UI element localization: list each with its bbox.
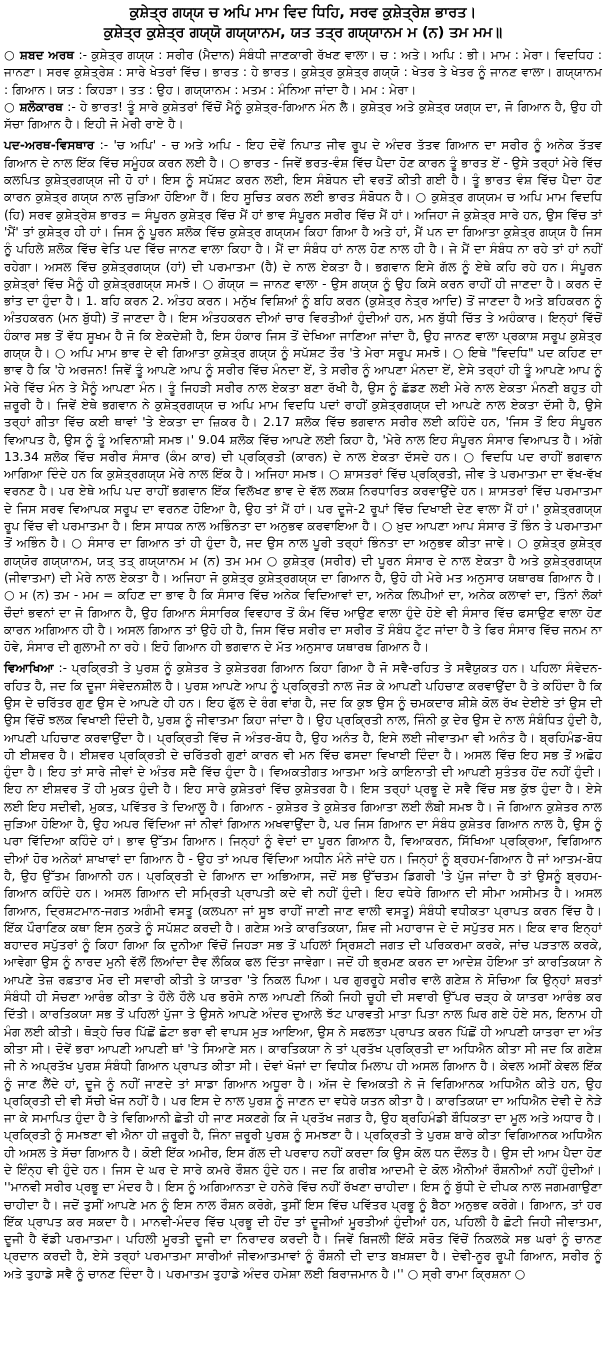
shlokarth-text: :- ਹੇ ਭਾਰਤ! ਤੂੰ ਸਾਰੇ ਕੁਸ਼ੇਤਰਾਂ ਵਿੱਚੋਂ ਮੈਨੂੰ ਕੁਸ਼ੇਤ੍ਰ-ਗਿਆਨ ਮੰਨ ਲੈ। ਕੁਸ਼ੇਤ੍ਰ ਅਤੇ ਕੁਸ਼ੇਤ੍ਰ ਯਗ੍ਯ ਦਾ, ਜੋ ਗਿਆਨ ਹੈ, ਉਹ ਹੀ ਸੱਚਾ ਗਿਆਨ ਹੈ। ਇਹੀ ਜੋ ਮੇਰੀ ਰਾਏ ਹੈ। — [4, 99, 603, 132]
shlokarth-heading: ○ ਸ਼ਲੋਕਾਰਥ — [4, 99, 64, 114]
shabad-arth-section — [4, 47, 602, 99]
viakhia-text: :- ਪ੍ਰਕ੍ਰਿਤੀ ਤੇ ਪੁਰਸ਼ ਨੂੰ ਕੁਸ਼ੇਤਰ ਤੇ ਕੁਸ਼ੇਤਰਗ ਗਿਆਨ ਕਿਹਾ ਗਿਆ ਹੈ ਜੋ ਸਵੈ-ਰਹਿਤ ਤੇ ਸਵੈਯੁਕਤ ਹਨ। ਪਹਿਲਾ ਸੰਵੇਦਨ-ਰਹਿਤ ਹੈ, ਜਦ ਕਿ ਦੂਜਾ ਸੰਵੇਦਨਸ਼ੀਲ ਹੈ। ਪੁਰਸ਼ ਆਪਣੇ ਆਪ ਨੂੰ ਪ੍ਰਕ੍ਰਿਤੀ ਨਾਲ ਜੋੜ ਕੇ ਆਪਣੀ ਪਹਿਚਾਣ ਕਰਵਾਉਂਦਾ ਹੈ ਤੇ ਕਹਿੰਦਾ ਹੈ ਕਿ ਉਸ ਦੇ ਚਰਿੱਤਰ ਗੁਣ ਉਸ ਦੇ ਆਪਣੇ ਹੀ ਹਨ। ਇਹ ਫੁੱਲ ਦੇ ਰੰਗ ਵਾਂਗ ਹੈ, ਜਦ ਕਿ ਕੁਝ ਉਸ ਨੂੰ ਚਮਕਦਾਰ ਸ਼ੀਸ਼ੇ ਕੋਲ ਰੱਖ ਦੇਈਏ ਤਾਂ ਉਸ ਦੀ ਉਸ ਵਿੱਚੋਂ ਝਲਕ ਵਿਖਾਈ ਦਿੰਦੀ ਹੈ, ਪੁਰਸ਼ ਨੂੰ ਜੀਵਾਤਮਾ ਕਿਹਾ ਜਾਂਦਾ ਹੈ। ਉਹ ਪ੍ਰਕ੍ਰਿਤੀ ਨਾਲ, ਜਿੰਨੀ ਕੁ ਦੇਰ ਉਸ ਦੇ ਨਾਲ ਸੰਬੰਧਿਤ ਹੁੰਦੀ ਹੈ, ਆਪਣੀ ਪਹਿਚਾਣ ਕਰਵਾਉਂਦਾ ਹੈ। ਪ੍ਰਕ੍ਰਿਤੀ ਵਿੱਚ ਜੋ ਅੰਤਰ-ਬੋਧ ਹੈ, ਉਹ ਅਨੰਤ ਹੈ, ਇਸੇ ਲਈ ਜੀਵਾਤਮਾ ਵੀ ਅਨੰਤ ਹੈ। ਬ੍ਰਹਿਮੰਡ-ਬੋਧ ਹੀ ਈਸ਼ਵਰ ਹੈ। ਈਸ਼ਵਰ ਪ੍ਰਕ੍ਰਿਤੀ ਦੇ ਚਰਿੱਤਰੀ ਗੁਣਾਂ ਕਾਰਨ ਵੀ ਮਨ ਵਿੱਚ ਫਸਦਾ ਵਿਖਾਈ ਦਿੰਦਾ ਹੈ। ਅਸਲ ਵਿੱਚ ਇਹ ਸਭ ਤੋਂ ਅਛੋਹ ਹੁੰਦਾ ਹੈ। ਇਹ ਤਾਂ ਸਾਰੇ ਜੀਵਾਂ ਦੇ ਅੰਤਰ ਸਦੈ ਵਿੱਚ ਹੁੰਦਾ ਹੈ। ਵਿਅਕਤੀਗਤ ਆਤਮਾ ਅਤੇ ਕਾਇਨਾਤੀ ਦੀ ਆਪਣੀ ਸੁਤੰਤਰ ਹੋਂਦ ਨਹੀਂ ਹੁੰਦੀ। ਇਹ ਨਾ ਈਸ਼ਵਰ ਤੋਂ ਹੀ ਮੁਕਤ ਹੁੰਦੀ ਹੈ। ਇਹ ਸਾਰੇ ਕੁਸ਼ੇਤਰਾਂ ਵਿੱਚ ਕੁਸ਼ੇਤਰਗ ਹੈ। ਇਸ ਤਰ੍ਹਾਂ ਪ੍ਰਭੂ ਦੇ ਸਵੈ ਵਿੱਚ ਸਭ ਕੁੱਝ ਹੁੰਦਾ ਹੈ। ਏਸੇ ਲਈ ਇਹ ਸਦੀਵੀ, ਮੁਕਤ, ਪਵਿੱਤਰ ਤੇ ਦਿਆਲੂ ਹੈ। ਗਿਆਨ - ਕੁਸ਼ੇਤਰ ਤੇ ਕੁਸ਼ੇਤਰ ਗਿਆਤਾ ਲਈ ਲੰਬੀ ਸਮਝ ਹੈ। ਜੋ ਗਿਆਨ ਕੁਸ਼ੇਤਰ ਨਾਲ ਜੁੜਿਆ ਹੋਇਆ ਹੈ, ਉਹ ਅਪਰ ਵਿੱਦਿਆ ਜਾਂ ਨੀਵਾਂ ਗਿਆਨ ਅਖਵਾਉਂਦਾ ਹੈ, ਪਰ ਜਿਸ ਗਿਆਨ ਦਾ ਸੰਬੰਧ ਕੁਸ਼ੇਤਰ ਗਿਆਨ ਨਾਲ ਹੈ, ਉਸ ਨੂੰ ਪਰਾ ਵਿੱਦਿਆ ਕਹਿੰਦੇ ਹਾਂ। ਭਾਵ ਉੱਤਮ ਗਿਆਨ। ਜਿਨ੍ਹਾਂ ਨੂੰ ਵੇਦਾਂ ਦਾ ਪੂਰਨ ਗਿਆਨ ਹੈ, ਵਿਆਕਰਨ, ਸਿੱਖਿਆ ਪ੍ਰਕ੍ਰਿਆ, ਵਿਗਿਆਨ ਦੀਆਂ ਹੋਰ ਅਨੇਕਾਂ ਸ਼ਾਖਾਵਾਂ ਦਾ ਗਿਆਨ ਹੈ - ਉਹ ਤਾਂ ਅਪਰ ਵਿੱਦਿਆ ਅਧੀਨ ਮੰਨੇ ਜਾਂਦੇ ਹਨ। ਜਿਨ੍ਹਾਂ ਨੂੰ ਬ੍ਰਹਮ-ਗਿਆਨ ਹੈ ਜਾਂ ਆਤਮ-ਬੋਧ ਹੈ, ਉਹ ਉੱਤਮ ਗਿਆਨੀ ਹਨ। ਪ੍ਰਕ੍ਰਿਤੀ ਦੇ ਗਿਆਨ ਦਾ ਅਭਿਆਸ, ਜਦੋਂ ਸਭ ਉੱਚਤਮ ਡਿਗਰੀ 'ਤੇ ਪੁੱਜ ਜਾਂਦਾ ਹੈ ਤਾਂ ਉਸਨੂੰ ਬ੍ਰਹਮ-ਗਿਆਨ ਕਹਿੰਦੇ ਹਨ। ਅਸਲ ਗਿਆਨ ਦੀ ਸਮ੍ਰਿਤੀ ਪ੍ਰਾਪਤੀ ਕਦੇ ਵੀ ਨਹੀਂ ਹੁੰਦੀ। ਇਹ ਵਧੇਰੇ ਗਿਆਨ ਦੀ ਸੀਮਾ ਅਸੀਮਤ ਹੈ। ਅਸਲ ਗਿਆਨ, ਦ੍ਰਿਸ਼ਟਮਾਨ-ਜਗਤ ਅਗੰਮੀ ਵਸਤੂ (ਕਲਪਨਾ ਜਾਂ ਸੂਝ ਰਾਹੀਂ ਜਾਣੀ ਜਾਣ ਵਾਲੀ ਵਸਤੂ) ਸੰਬੰਧੀ ਵਧੀਕਤਾ ਪ੍ਰਾਪਤ ਕਰਨ ਵਿੱਚ ਹੈ। ਇੱਕ ਪੌਰਾਣਿਕ ਕਥਾ ਇਸ ਨੁਕਤੇ ਨੂੰ ਸਪੱਸ਼ਟ ਕਰਦੀ ਹੈ। ਗਣੇਸ਼ ਅਤੇ ਕਾਰਤਿਕਯਾ, ਸ਼ਿਵ ਜੀ ਮਹਾਰਾਜ ਦੇ ਦੋ ਸਪੁੱਤਰ ਸਨ। ਇਕ ਵਾਰ ਇਨ੍ਹਾਂ ਬਹਾਦਰ ਸਪੁੱਤਰਾਂ ਨੂੰ ਕਿਹਾ ਗਿਆ ਕਿ ਦੁਨੀਆ ਵਿੱਚੋਂ ਜਿਹੜਾ ਸਭ ਤੋਂ ਪਹਿਲਾਂ ਸ੍ਰਿਸ਼ਟੀ ਜਗਤ ਦੀ ਪਰਿਕਰਮਾ ਕਰਕੇ, ਜਾਂਚ ਪੜਤਾਲ ਕਰਕੇ, ਆਵੇਗਾ ਉਸ ਨੂੰ ਨਾਰਦ ਮੁਨੀ ਵੱਲੋਂ ਲਿਆਂਦਾ ਦੈਵ ਲੌਕਿਕ ਫਲ ਦਿੱਤਾ ਜਾਵੇਗਾ। ਜਦੋਂ ਹੀ ਭ੍ਰਮਣ ਕਰਨ ਦਾ ਆਦੇਸ਼ ਹੋਇਆ ਤਾਂ ਕਾਰਤਿਕਯਾ ਨੇ ਆਪਣੇ ਤੇਜ਼ ਰਫ਼ਤਾਰ ਮੋਰ ਦੀ ਸਵਾਰੀ ਕੀਤੀ ਤੇ ਯਾਤਰਾ 'ਤੇ ਨਿਕਲ ਪਿਆ। ਪਰ ਗੁਰਰੂਹੇ ਸਰੀਰ ਵਾਲੇ ਗਣੇਸ਼ ਨੇ ਸੋਚਿਆ ਕਿ ਉਨ੍ਹਾਂ ਸ਼ਰਤਾਂ ਸੰਬੰਧੀ ਹੀ ਸੋਚਣਾ ਆਰੰਭ ਕੀਤਾ ਤੇ ਹੌਲੇ ਹੌਲੇ ਪਰ ਭਰੋਸੇ ਨਾਲ ਆਪਣੀ ਨਿੱਕੀ ਜਿਹੀ ਚੂਹੀ ਦੀ ਸਵਾਰੀ ਉੱਪਰ ਚੜ੍ਹ ਕੇ ਯਾਤਰਾ ਆਰੰਭ ਕਰ ਦਿੱਤੀ। ਕਾਰਤਿਕਯਾ ਸਭ ਤੋਂ ਪਹਿਲਾਂ ਪੁੱਜਾ ਤੇ ਉਸਨੇ ਆਪਣੇ ਅੰਦਰ ਦੁਆਲੇ ਝੱਟ ਪਾਰਵਤੀ ਮਾਤਾ ਪਿਤਾ ਨਾਲ ਘਿਰ ਗਏ ਹੋਏ ਸਨ, ਇਨਾਮ ਹੀ ਮੰਗ ਲਈ ਕੀਤੀ। ਥੋੜ੍ਹੇ ਚਿਰ ਪਿੱਛੋਂ ਛੋਟਾ ਭਰਾ ਵੀ ਵਾਪਸ ਮੁੜ ਆਇਆ, ਉਸ ਨੇ ਸਫਲਤਾ ਪ੍ਰਾਪਤ ਕਰਨ ਪਿੱਛੋਂ ਹੀ ਆਪਣੀ ਯਾਤਰਾ ਦਾ ਅੰਤ ਕੀਤਾ ਸੀ। ਦੋਵੇਂ ਭਰਾ ਆਪਣੀ ਆਪਣੀ ਥਾਂ 'ਤੇ ਸਿਆਣੇ ਸਨ। ਕਾਰਤਿਕਯਾ ਨੇ ਤਾਂ ਪ੍ਰਤੱਖ ਪ੍ਰਕ੍ਰਿਤੀ ਦਾ ਅਧਿਐਨ ਕੀਤਾ ਸੀ ਜਦ ਕਿ ਗਣੇਸ਼ ਜੀ ਨੇ ਅਪ੍ਰਤੱਖ ਪੁਰਸ਼ ਸੰਬੰਧੀ ਗਿਆਨ ਪ੍ਰਾਪਤ ਕੀਤਾ ਸੀ। ਦੋਵਾਂ ਖੋਜਾਂ ਦਾ ਵਿਧੀਕ ਮਿਲਾਪ ਹੀ ਅਸਲ ਗਿਆਨ ਹੈ। ਕੇਵਲ ਅਸੀਂ ਕੇਵਲ ਇੱਕ ਨੂੰ ਜਾਣ ਲੈਂਦੇ ਹਾਂ, ਦੂਜੇ ਨੂੰ ਨਹੀਂ ਜਾਣਦੇ ਤਾਂ ਸਾਡਾ ਗਿਆਨ ਅਧੂਰਾ ਹੈ। ਅੱਜ ਦੇ ਵਿਅਕਤੀ ਨੇ ਜੋ ਵਿਗਿਆਨਕ ਅਧਿਐਨ ਕੀਤੇ ਹਨ, ਉਹ ਪ੍ਰਕ੍ਰਿਤੀ ਦੀ ਵੀ ਸੱਚੀ ਖੋਜ ਨਹੀਂ ਹੈ। ਪਰ ਇਸ ਦੇ ਨਾਲ ਪੁਰਸ਼ ਨੂੰ ਜਾਣਨ ਦਾ ਵਧੇਰੇ ਯਤਨ ਕੀਤਾ ਹੈ। ਕਾਰਤਿਕਯਾ ਦਾ ਅਧਿਐਨ ਦੇਵੀ ਦੇ ਨੇੜੇ ਜਾ ਕੇ ਸਮਾਪਿਤ ਹੁੰਦਾ ਹੈ ਤੇ ਵਿਗਿਆਨੀ ਛੇਤੀ ਹੀ ਜਾਣ ਸਕਣਗੇ ਕਿ ਜੋ ਪ੍ਰਤੱਖ ਜਗਤ ਹੈ, ਉਹ ਬ੍ਰਹਿਮੰਡੀ ਬੌਧਿਕਤਾ ਦਾ ਮੂਲ ਅਤੇ ਅਧਾਰ ਹੈ। ਪ੍ਰਕ੍ਰਿਤੀ ਨੂੰ ਸਮਝਣਾ ਵੀ ਐਨਾ ਹੀ ਜ਼ਰੂਰੀ ਹੈ, ਜਿੰਨਾ ਜ਼ਰੂਰੀ ਪੁਰਸ਼ ਨੂੰ ਸਮਝਣਾ ਹੈ। ਪ੍ਰਕ੍ਰਿਤੀ ਤੇ ਪੁਰਸ਼ ਬਾਰੇ ਕੀਤਾ ਵਿਗਿਆਨਕ ਅਧਿਐਨ ਹੀ ਅਸਲ ਤੇ ਸੱਚਾ ਗਿਆਨ ਹੈ। ਕੋਈ ਇੱਕ ਅਮੀਰ, ਇਸ ਗੱਲ ਦੀ ਪਰਵਾਹ ਨਹੀਂ ਕਰਦਾ ਕਿ ਉਸ ਕੋਲ ਧਨ ਦੌਲਤ ਹੈ। ਉਸ ਦੀ ਆਮ ਪੈਦਾ ਹੋਣ ਦੇ ਇੰਨ੍ਹ ਵੀ ਹੁੰਦੇ ਹਨ। ਜਿਸ ਦੇ ਘਰ ਦੇ ਸਾਰੇ ਕਮਰੇ ਰੌਸ਼ਨ ਹੁੰਦੇ ਹਨ। ਜਦ ਕਿ ਗਰੀਬ ਆਦਮੀ ਦੇ ਕੋਲ ਐਨੀਆਂ ਰੌਸ਼ਨੀਆਂ ਨਹੀਂ ਹੁੰਦੀਆਂ। ''ਮਾਨਵੀ ਸਰੀਰ ਪ੍ਰਭੂ ਦਾ ਮੰਦਰ ਹੈ। ਇਸ ਨੂੰ ਅਗਿਆਨਤਾ ਦੇ ਹਨੇਰੇ ਵਿੱਚ ਨਹੀਂ ਰੱਖਣਾ ਚਾਹੀਦਾ। ਇਸ ਨੂੰ ਬੁੱਧੀ ਦੇ ਦੀਪਕ ਨਾਲ ਜਗਮਗਾਉਣਾ ਚਾਹੀਦਾ ਹੈ। ਜਦੋਂ ਤੁਸੀਂ ਆਪਣੇ ਮਨ ਨੂੰ ਇਸ ਨਾਲ ਰੌਸ਼ਨ ਕਰੋਗੇ, ਤੁਸੀਂ ਇਸ ਵਿੱਚ ਪਵਿੱਤਰ ਪ੍ਰਭੂ ਨੂੰ ਬੈਠਾ ਅਨੁਭਵ ਕਰੋਗੇ। ਗਿਆਨ, ਤਾਂ ਹਰ ਇੱਕ ਪ੍ਰਾਪਤ ਕਰ ਸਕਦਾ ਹੈ। ਮਾਨਵੀ-ਮੰਦਰ ਵਿੱਚ ਪ੍ਰਭੂ ਦੀ ਹੋਂਦ ਤਾਂ ਦੂਜੀਆਂ ਮੂਰਤੀਆਂ ਹੁੰਦੀਆਂ ਹਨ, ਪਹਿਲੀ ਹੈ ਛੋਟੀ ਜਿਹੀ ਜੀਵਾਤਮਾ, ਦੂਜੀ ਹੈ ਵੱਡੀ ਪਰਮਾਤਮਾ। ਪਹਿਲੀ ਮੂਰਤੀ ਦੂਜੀ ਦਾ ਨਿਰਾਦਰ ਕਰਦੀ ਹੈ। ਜਿਵੇਂ ਬਿਜਲੀ ਇੱਕੋ ਸਰੋਤ ਵਿੱਚੋਂ ਨਿਕਲਕੇ ਸਭ ਘਰਾਂ ਨੂੰ ਚਾਨਣ ਪ੍ਰਦਾਨ ਕਰਦੀ ਹੈ, ਏਸੇ ਤਰ੍ਹਾਂ ਪਰਮਾਤਮਾ ਸਾਰੀਆਂ ਜੀਵਆਤਮਾਵਾਂ ਨੂੰ ਰੌਸ਼ਨੀ ਦੀ ਦਾਤ ਬਖ਼ਸ਼ਦਾ ਹੈ। ਦੇਵੀ-ਨੂਰ ਰੂਪੀ ਗਿਆਨ, ਸਰੀਰ ਨੂੰ ਅਤੇ ਤੁਹਾਡੇ ਸਵੈ ਨੂੰ ਚਾਨਣ ਦਿੰਦਾ ਹੈ। ਪਰਮਾਤਮ ਤੁਹਾਡੇ ਅੰਦਰ ਹਮੇਸ਼ਾ ਲਈ ਬਿਰਾਜਮਾਨ ਹੈ।'' ○ ਸ੍ਰੀ ਰਾਮਾ ਕ੍ਰਿਸ਼ਨਾ ○ — [4, 661, 602, 1281]
viakhia-section — [4, 660, 602, 1283]
shlokarth-section — [4, 99, 602, 134]
pad-arth-section — [4, 137, 602, 656]
shabad-arth-heading: ○ ਸ਼ਬਦ ਅਰਥ — [4, 48, 75, 62]
pad-arth-text: :- 'ਚ ਅਪਿ' - ਚ ਅਤੇ ਅਪਿ - ਇਹ ਦੋਵੇਂ ਨਿਪਾਤ ਜੀਵ ਰੂਪ ਦੇ ਅੰਦਰ ਤੱਤਵ ਗਿਆਨ ਦਾ ਸਰੀਰ ਨੂੰ ਅਨੇਕ ਤੱਤਵ ਗਿਆਨ ਦੇ ਨਾਲ ਇੱਕ ਵਿੱਚ ਸਮੂੰਹਕ ਕਰਨ ਲਈ ਹੈ। ○ ਭਾਰਤ - ਜਿਵੇਂ ਭਰਤ-ਵੰਸ਼ ਵਿੱਚ ਪੈਦਾ ਹੋਣ ਕਾਰਨ ਤੂੰ ਭਾਰਤ ਏਂ - ਉਸੇ ਤਰ੍ਹਾਂ ਮੇਰੇ ਵਿੱਚ ਕਲਪਿਤ ਕੁਸ਼ੇਤ੍ਰਗਯ੍ਯ ਜੀ ਹੋ ਹਾਂ। ਇਸ ਨੂੰ ਸਪੱਸ਼ਟ ਕਰਨ ਲਈ, ਇਸ ਸੰਬੋਧਨ ਦੀ ਵਰਤੋਂ ਕੀਤੀ ਗਈ ਹੈ। ਤੂੰ ਭਾਰਤ ਵੰਸ਼ ਵਿੱਚ ਪੈਦਾ ਹੋਣ ਕਾਰਨ ਕੁਸ਼ੇਤ੍ਰ ਗਯ੍ਯ ਨਾਲ ਜੁੜਿਆ ਹੋਇਆ ਹੈਂ। ਇਹ ਸੂਚਿਤ ਕਰਨ ਲਈ ਭਾਰਤ ਸੰਬੋਧਨ ਹੈ। ○ ਕੁਸ਼ੇਤ੍ਰ ਗਯ੍ਯਮ ਚ ਅਪਿ ਮਾਮ ਵਿਦਧਿ (ਹਿ) ਸਰਵ ਕੁਸ਼ੇਤ੍ਰੇਸ਼ ਭਾਰਤ = ਸੰਪੂਰਨ ਕੁਸ਼ੇਤ੍ਰ ਵਿੱਚ ਮੈਂ ਹਾਂ ਭਾਵ ਸੰਪੂਰਨ ਸਰੀਰ ਵਿੱਚ ਮੈਂ ਹਾਂ। ਅਜਿਹਾ ਜੋ ਕੁਸ਼ੇਤ੍ਰ ਸਾਰੇ ਹਨ, ਉਸ ਵਿੱਚ ਤਾਂ 'ਮੈਂ' ਤਾਂ ਕੁਸ਼ੇਤ੍ਰ ਹੀ ਹਾਂ। ਜਿਸ ਨੂੰ ਪੂਰਨ ਸ਼ਲੋਕ ਵਿੱਚ ਕੁਸ਼ੇਤ੍ਰ ਗਯ੍ਯਮ ਕਿਹਾ ਗਿਆ ਹੈ ਅਤੇ ਹਾਂ, ਮੈਂ ਪਨ ਦਾ ਗਿਆਤਾ ਕੁਸ਼ੇਤ੍ਰ ਗਯ੍ਯ ਹੈ ਜਿਸ ਨੂੰ ਪਹਿਲੇ ਸ਼ਲੋਕ ਵਿੱਚ ਵੇਤਿ ਪਦ ਵਿੱਚ ਜਾਨਣ ਵਾਲਾ ਕਿਹਾ ਹੈ। ਮੈਂ ਦਾ ਸੰਬੰਧ ਹਾਂ ਨਾਲ ਹੋਣ ਨਾਲ ਹੀ ਹੈ। ਜੇ ਮੈਂ ਦਾ ਸੰਬੰਧ ਨਾ ਰਹੇ ਤਾਂ ਹਾਂ ਨਹੀਂ ਰਹੇਗਾ। ਅਸਲ ਵਿੱਚ ਕੁਸ਼ੇਤ੍ਰਗਯ੍ਯ (ਹਾਂ) ਦੀ ਪਰਮਾਤਮਾ (ਹੈ) ਦੇ ਨਾਲ ਏਕਤਾ ਹੈ। ਭਗਵਾਨ ਇਸੇ ਗੱਲ ਨੂੰ ਏਥੇ ਕਹਿ ਰਹੇ ਹਨ। ਸੰਪੂਰਨ ਕੁਸ਼ੇਤ੍ਰਾਂ ਵਿੱਚ ਮੈਨੂੰ ਹੀ ਕੁਸ਼ੇਤ੍ਰਗਯ੍ਯ ਸਮਝੋ। ○ ਗੋਯ੍ਯ = ਜਾਨਣ ਵਾਲਾ - ਉਸ ਗਯ੍ਯ ਨੂੰ ਉਹ ਕਿਸੇ ਕਰਨ ਰਾਹੀਂ ਹੀ ਜਾਣਦਾ ਹੈ। ਕਰਨ ਦੋ ਭਾਂਤ ਦਾ ਹੁੰਦਾ ਹੈ। 1. ਬਹਿ ਕਰਨ 2. ਅੰਤਹ ਕਰਨ। ਮਨੁੱਖ ਵਿਸ਼ਿਆਂ ਨੂੰ ਬਹਿ ਕਰਨ (ਕੁਸ਼ੇਤ੍ਰ ਨੇਤ੍ਰ ਆਦਿ) ਤੋਂ ਜਾਣਦਾ ਹੈ ਅਤੇ ਬਹਿਕਰਨ ਨੂੰ ਅੰਤਹਕਰਨ (ਮਨ ਬੁੱਧੀ) ਤੋਂ ਜਾਣਦਾ ਹੈ। ਇਸ ਅੰਤਹਕਰਨ ਦੀਆਂ ਚਾਰ ਵਿਰਤੀਆਂ ਹੁੰਦੀਆਂ ਹਨ, ਮਨ ਬੁੱਧੀ ਚਿੱਤ ਤੇ ਅਹੰਕਾਰ। ਇਨ੍ਹਾਂ ਵਿੱਚੋਂ ਹੰਕਾਰ ਸਭ ਤੋਂ ਵੱਧ ਸੂਖਮ ਹੈ ਜੋ ਕਿ ਏਕਦੇਸ਼ੀ ਹੈ, ਇਸ ਹੰਕਾਰ ਜਿਸ ਤੋਂ ਦੇਖਿਆ ਜਾਣਿਆ ਜਾਂਦਾ ਹੈ, ਉਹ ਜਾਨਣ ਵਾਲਾ ਪ੍ਰਕਾਸ਼ ਸਰੂਪ ਕੁਸ਼ੇਤ੍ਰ ਗਯ੍ਯ ਹੈ। ○ ਅਪਿ ਮਾਮ ਭਾਵ ਦੇ ਵੀ ਗਿਆਤਾ ਕੁਸ਼ੇਤ੍ਰ ਗਯ੍ਯ ਨੂੰ ਸਪੱਸ਼ਟ ਤੌਰ 'ਤੇ ਮੇਰਾ ਸਰੂਪ ਸਮਝੋ। ○ ਇਥੇ "ਵਿਦਧਿ" ਪਦ ਕਹਿਣ ਦਾ ਭਾਵ ਹੈ ਕਿ 'ਹੇ ਅਰਜਨ! ਜਿਵੇਂ ਤੂੰ ਆਪਣੇ ਆਪ ਨੂੰ ਸਰੀਰ ਵਿੱਚ ਮੰਨਦਾ ਏਂ, ਤੇ ਸਰੀਰ ਨੂੰ ਆਪਣਾ ਮੰਨਦਾ ਏਂ, ਏਸੇ ਤਰ੍ਹਾਂ ਹੀ ਤੂੰ ਆਪਣੇ ਆਪ ਨੂੰ ਮੇਰੇ ਵਿੱਚ ਮੰਨ ਤੇ ਮੈਨੂੰ ਆਪਣਾ ਮੰਨ। ਤੂੰ ਜਿਹੜੀ ਸਰੀਰ ਨਾਲ ਏਕਤਾ ਬਣਾ ਰੱਖੀ ਹੈ, ਉਸ ਨੂੰ ਛੱਡਣ ਲਈ ਮੇਰੇ ਨਾਲ ਏਕਤਾ ਮੰਨਣੀ ਬਹੁਤ ਹੀ ਜ਼ਰੂਰੀ ਹੈ। ਜਿਵੇਂ ਏਥੇ ਭਗਵਾਨ ਨੇ ਕੁਸ਼ੇਤ੍ਰਗਯ੍ਯ ਚ ਅਪਿ ਮਾਮ ਵਿਦਧਿ ਪਦਾਂ ਰਾਹੀਂ ਕੁਸ਼ੇਤ੍ਰਗਯ੍ਯ ਦੀ ਆਪਣੇ ਨਾਲ ਏਕਤਾ ਦੱਸੀ ਹੈ, ਉਸੇ ਤਰ੍ਹਾਂ ਗੀਤਾ ਵਿੱਚ ਕਈ ਥਾਵਾਂ 'ਤੇ ਏਕਤਾ ਦਾ ਜ਼ਿਕਰ ਹੈ। 2.17 ਸ਼ਲੋਕ ਵਿੱਚ ਭਗਵਾਨ ਸਰੀਰ ਲਈ ਕਹਿੰਦੇ ਹਨ, 'ਜਿਸ ਤੋਂ ਇਹ ਸੰਪੂਰਨ ਵਿਆਪਤ ਹੈ, ਉਸ ਨੂੰ ਤੂੰ ਅਵਿਨਾਸ਼ੀ ਸਮਝ।' 9.04 ਸ਼ਲੋਕ ਵਿੱਚ ਆਪਣੇ ਲਈ ਕਿਹਾ ਹੈ, 'ਮੇਰੇ ਨਾਲ ਇਹ ਸੰਪੂਰਨ ਸੰਸਾਰ ਵਿਆਪਤ ਹੈ। ਅੱਗੇ 13.34 ਸ਼ਲੋਕ ਵਿੱਚ ਸਰੀਰ ਸੰਸਾਰ (ਕੰਮ ਕਾਰ) ਦੀ ਪ੍ਰਕ੍ਰਿਤੀ (ਕਾਰਨ) ਦੇ ਨਾਲ ਏਕਤਾ ਦੱਸਦੇ ਹਨ। ○ ਵਿਦਧਿ ਪਦ ਰਾਹੀਂ ਭਗਵਾਨ ਆਗਿਆ ਦਿੰਦੇ ਹਨ ਕਿ ਕੁਸ਼ੇਤ੍ਰਗਯ੍ਯ ਮੇਰੇ ਨਾਲ ਇੱਕ ਹੈ। ਅਜਿਹਾ ਸਮਝ। ○ ਸ਼ਾਸਤਰਾਂ ਵਿੱਚ ਪ੍ਰਕ੍ਰਿਤੀ, ਜੀਵ ਤੇ ਪਰਮਾਤਮਾ ਦਾ ਵੱਖ-ਵੱਖ ਵਰਨਣ ਹੈ। ਪਰ ਏਥੇ ਅਪਿ ਪਦ ਰਾਹੀਂ ਭਗਵਾਨ ਇੱਕ ਵਿਲੱਖਣ ਭਾਵ ਦੇ ਵੱਲ ਲਕਸ਼ ਨਿਰਧਾਰਿਤ ਕਰਵਾਉਂਦੇ ਹਨ। ਸ਼ਾਸਤਰਾਂ ਵਿੱਚ ਪਰਮਾਤਮਾ ਦੇ ਜਿਸ ਸਰਵ ਵਿਆਪਕ ਸਰੂਪ ਦਾ ਵਰਨਣ ਹੋਇਆ ਹੈ, ਉਹ ਤਾਂ ਮੈਂ ਹਾਂ। ਪਰ ਦੂਜੇ-2 ਰੂਪਾਂ ਵਿੱਚ ਦਿਖਾਈ ਦੇਣ ਵਾਲਾ ਮੈਂ ਹਾਂ।' ਕੁਸ਼ੇਤ੍ਰਗਯ੍ਯ ਰੂਪ ਵਿੱਚ ਵੀ ਪਰਮਾਤਮਾ ਹੈ। ਇਸ ਸਾਧਕ ਨਾਲ ਅਭਿੰਨਤਾ ਦਾ ਅਨੁਭਵ ਕਰਵਾਇਆ ਹੈ। ○ ਖ਼ੁਦ ਆਪਣਾ ਆਪ ਸੰਸਾਰ ਤੋਂ ਭਿੰਨ ਤੇ ਪਰਮਾਤਮਾ ਤੋਂ ਅਭਿੰਨ ਹੈ। ○ ਸੰਸਾਰ ਦਾ ਗਿਆਨ ਤਾਂ ਹੀ ਹੁੰਦਾ ਹੈ, ਜਦ ਉਸ ਨਾਲ ਪੂਰੀ ਤਰ੍ਹਾਂ ਭਿੰਨਤਾ ਦਾ ਅਨੁਭਵ ਕੀਤਾ ਜਾਵੇ। ○ ਕੁਸ਼ੇਤ੍ਰ ਕੁਸ਼ੇਤ੍ਰ ਗਯ੍ਯੋਰ ਗਯ੍ਯਾਨਮ, ਯਤ੍ ਤਤ੍ ਗਯ੍ਯਾਨਮ ਮ (ਨ) ਤਮ ਮਮ ○ ਕੁਸ਼ੇਤ੍ਰ (ਸਰੀਰ) ਦੀ ਪੂਰਨ ਸੰਸਾਰ ਦੇ ਨਾਲ ਏਕਤਾ ਹੈ ਅਤੇ ਕੁਸ਼ੇਤ੍ਰਗਯ੍ਯ (ਜੀਵਾਤਮਾ) ਦੀ ਮੇਰੇ ਨਾਲ ਏਕਤਾ ਹੈ। ਅਜਿਹਾ ਜੋ ਕੁਸ਼ੇਤ੍ਰ ਕੁਸ਼ੇਤ੍ਰਗਯ੍ਯ ਦਾ ਗਿਆਨ ਹੈ, ਉਹੋ ਹੀ ਮੇਰੇ ਮਤ ਅਨੁਸਾਰ ਯਥਾਰਥ ਗਿਆਨ ਹੈ। ○ ਮ (ਨ) ਤਮ - ਮਮ = ਕਹਿਣ ਦਾ ਭਾਵ ਹੈ ਕਿ ਸੰਸਾਰ ਵਿੱਚ ਅਨੇਕ ਵਿਦਿਆਵਾਂ ਦਾ, ਅਨੇਕ ਲਿਪੀਆਂ ਦਾ, ਅਨੇਕ ਕਲਾਵਾਂ ਦਾ, ਤਿੰਨਾਂ ਲੋਕਾਂ ਚੌਦਾਂ ਭਵਨਾਂ ਦਾ ਜੋ ਗਿਆਨ ਹੈ, ਉਹ ਗਿਆਨ ਸੰਸਾਰਿਕ ਵਿਵਹਾਰ ਤੋਂ ਕੰਮ ਵਿੱਚ ਆਉਣ ਵਾਲਾ ਹੁੰਦੇ ਹੋਏ ਵੀ ਸੰਸਾਰ ਵਿੱਚ ਫਸਾਉਣ ਵਾਲਾ ਹੋਣ ਕਾਰਨ ਅਗਿਆਨ ਹੀ ਹੈ। ਅਸਲ ਗਿਆਨ ਤਾਂ ਉਹੋ ਹੀ ਹੈ, ਜਿਸ ਵਿੱਚ ਸਰੀਰ ਦਾ ਸਰੀਰ ਤੋਂ ਸੰਬੰਧ ਟੁੱਟ ਜਾਂਦਾ ਹੈ ਤੇ ਫਿਰ ਸੰਸਾਰ ਵਿੱਚ ਜਨਮ ਨਾ ਹੋਵੇ, ਸੰਸਾਰ ਦੀ ਗੁਲਾਮੀ ਨਾ ਰਹੇ। ਇਹੋ ਗਿਆਨ ਹੀ ਭਗਵਾਨ ਦੇ ਮੱਤ ਅਨੁਸਾਰ ਯਥਾਰਥ ਗਿਆਨ ਹੈ। — [4, 138, 603, 655]
viakhia-heading: ਵਿਆਖਿਆ — [4, 661, 54, 676]
shabad-arth-text: :- ਕੁਸ਼ੇਤ੍ਰ ਗਯ੍ਯ : ਸਰੀਰ (ਮੈਦਾਨ) ਸੰਬੰਧੀ ਜਾਣਕਾਰੀ ਰੱਖਣ ਵਾਲਾ। ਚ : ਅਤੇ। ਅਪਿ : ਭੀ। ਮਾਮ : ਮੇਰਾ। ਵਿਦਧਿਹ : ਜਾਨਣਾ। ਸਰਵ ਕੁਸ਼ੇਤ੍ਰੇਸ਼ : ਸਾਰੇ ਖੇਤਰਾਂ ਵਿੱਚ। ਭਾਰਤ : ਹੇ ਭਾਰਤ। ਕੁਸ਼ੇਤ੍ਰ ਕੁਸ਼ੇਤ੍ਰ ਗਯ੍ਯੋ : ਖੇਤਰ ਤੇ ਖੇਤਰ ਨੂੰ ਜਾਨਣ ਵਾਲਾ। ਗਯ੍ਯਾਨਮ : ਗਿਆਨ। ਯਤ : ਕਿਹੜਾ। ਤਤ : ਉਹ। ਗਯ੍ਯਾਨਮ : ਮਤਮ : ਮੰਨਿਆ ਜਾਂਦਾ ਹੈ। ਮਮ : ਮੇਰਾ। — [4, 48, 602, 97]
verse-line-1: ਕੁਸ਼ੇਤ੍ਰ ਗਯ੍ਯ ਚ ਅਪਿ ਮਾਮ ਵਿਦ ਧਿਹਿ, ਸਰਵ ਕੁਸ਼ੇਤ੍ਰੇਸ਼ ਭਾਰਤ। — [129, 5, 477, 21]
pad-arth-heading: ਪਦ-ਅਰਥ-ਵਿਸਥਾਰ — [4, 138, 95, 153]
verse-line-2: ਕੁਸ਼ੇਤ੍ਰ ਕੁਸ਼ੇਤ੍ਰ ਗਯ੍ਯੋ ਗਯ੍ਯਾਨਮ, ਯਤ ਤਤ੍ਰ ਗਯ੍ਯਾਨਮ ਮ (ਨ) ਤਮ ਮਮ॥ — [103, 25, 503, 41]
